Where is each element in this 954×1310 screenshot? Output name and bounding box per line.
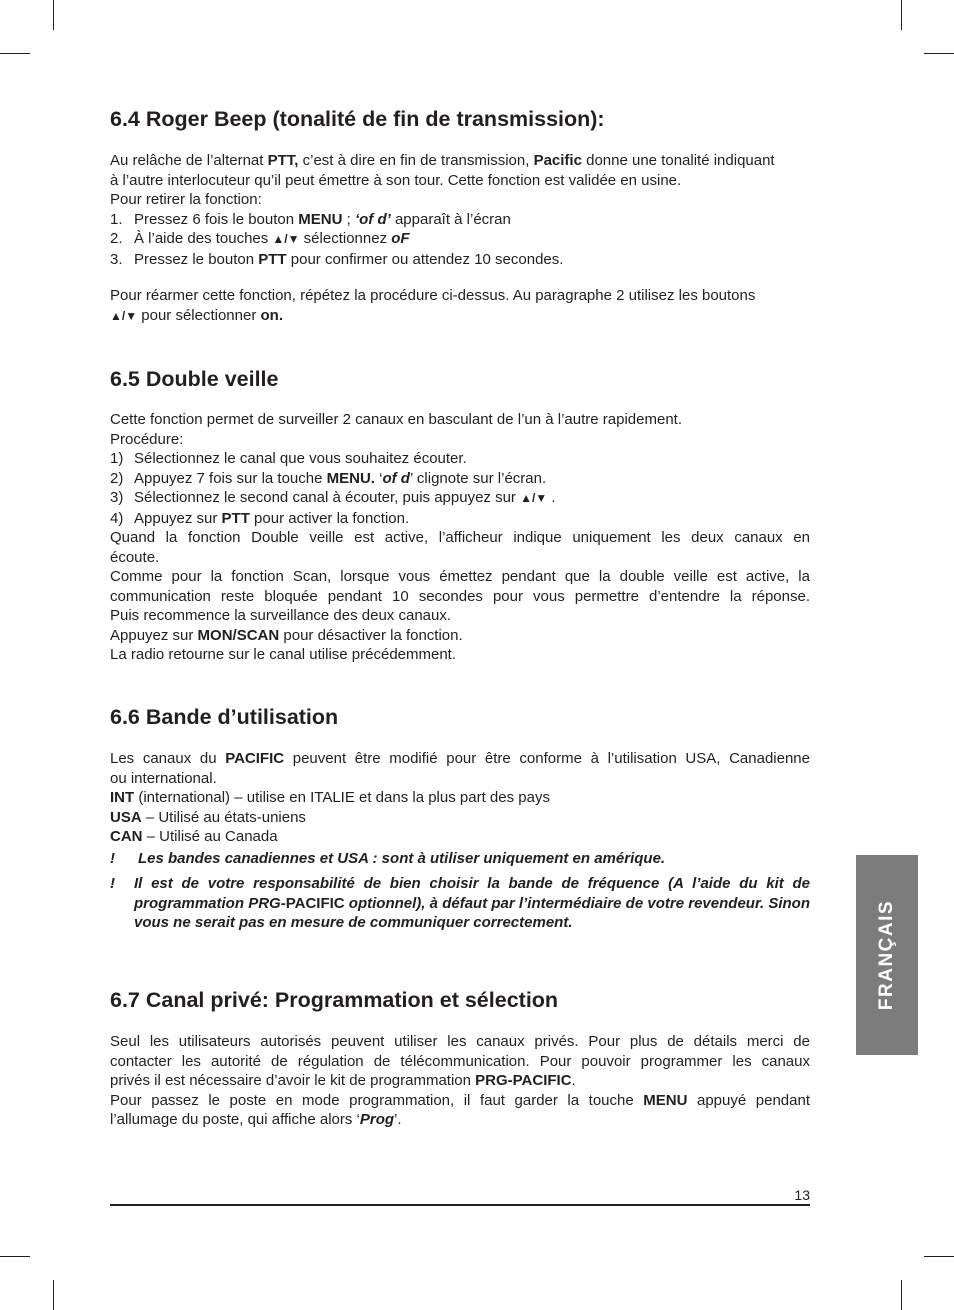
- crop-mark-top-left-h: [0, 53, 30, 54]
- section-6-4-rearm: [110, 286, 810, 326]
- s65-line-2: Procédure:: [110, 430, 184, 448]
- section-6-5-title: 6.5 Double veille: [110, 367, 279, 391]
- warning-2-text: Il est de votre responsabilité de bien choisir la bande de fréquence (A l’aide du kit de programmation PRG-PACIFIC optionnel), à défaut par l’intermédiaire de votre revendeur. Sinon vous ne serait pas en mesure de communiquer correctement.: [134, 875, 810, 931]
- s65-step-3: 3) Sélectionnez le second canal à écouter, puis appuyez sur ▲/▼ .: [110, 489, 556, 506]
- crop-mark-bottom-right-v: [901, 1280, 902, 1310]
- crop-mark-top-left-v: [53, 0, 54, 30]
- section-6-7-body: [110, 1032, 810, 1130]
- s64-rearm-line-2: ▲/▼ pour sélectionner on.: [110, 306, 283, 324]
- section-6-7-title: 6.7 Canal privé: Programmation et sélection: [110, 988, 559, 1012]
- language-tab-label: FRANÇAIS: [876, 899, 897, 1011]
- warning-mark-icon: !: [110, 850, 115, 867]
- s64-step-2: 2. À l’aide des touches ▲/▼ sélectionnez oF: [110, 230, 410, 247]
- page-number: 13: [794, 1187, 810, 1203]
- s65-last-line: La radio retourne sur le canal utilise précédemment.: [110, 646, 457, 663]
- s66-line-2: ou international.: [110, 769, 217, 787]
- crop-mark-top-right-h: [924, 53, 954, 54]
- section-6-4-title: 6.4 Roger Beep (tonalité de fin de transmission):: [110, 107, 605, 131]
- s67-line-1: Seul les utilisateurs autorisés peuvent utiliser les canaux privés. Pour plus de détails merci de: [110, 1033, 810, 1050]
- s65-step-1: 1) Sélectionnez le canal que vous souhaitez écouter.: [110, 450, 467, 467]
- s65-quand-line-1: Quand la fonction Double veille est active, l’afficheur indique uniquement les deux canaux en: [110, 529, 810, 546]
- s67-line-4: Pour passez le poste en mode programmation, il faut garder la touche MENU appuyé pendant: [110, 1091, 810, 1109]
- s67-line-2: contacter les autorité de régulation de télécommunication. Pour pouvoir programmer les canaux: [110, 1052, 810, 1070]
- footer-rule: [110, 1204, 810, 1206]
- s66-usa: USA – Utilisé au états-uniens: [110, 808, 306, 826]
- s65-quand-line-2: écoute.: [110, 548, 160, 566]
- s67-line-5: l’allumage du poste, qui affiche alors ‘Prog’.: [110, 1111, 402, 1128]
- s66-can: CAN – Utilisé au Canada: [110, 828, 278, 845]
- s64-line-2: à l’autre interlocuteur qu’il peut émettre à son tour. Cette fonction est validée en usine.: [110, 171, 682, 189]
- s65-appuyez: Appuyez sur MON/SCAN pour désactiver la fonction.: [110, 626, 463, 644]
- s65-comme-line-2: communication reste bloquée pendant 10 secondes pour vous permettre d’entendre la réponse.: [110, 587, 810, 605]
- crop-mark-top-right-v: [901, 0, 902, 30]
- warning-1-text: Les bandes canadiennes et USA : sont à utiliser uniquement en amérique.: [138, 850, 666, 867]
- s66-line-1: Les canaux du PACIFIC peuvent être modifié pour être conforme à l’utilisation USA, Canadienne: [110, 750, 810, 767]
- s65-comme-line-1: Comme pour la fonction Scan, lorsque vous émettez pendant que la double veille est active, la: [110, 568, 810, 585]
- s64-line-1: Au relâche de l’alternat PTT, c’est à dire en fin de transmission, Pacific donne une tonalité indiquant: [110, 152, 775, 169]
- section-6-5-body: [110, 410, 810, 665]
- up-down-arrows-icon: ▲/▼: [520, 491, 548, 505]
- up-down-arrows-icon: ▲/▼: [272, 232, 300, 246]
- section-6-6-title: 6.6 Bande d’utilisation: [110, 705, 339, 729]
- s67-line-3: privés il est nécessaire d’avoir le kit de programmation PRG-PACIFIC.: [110, 1072, 576, 1089]
- section-6-4-body: [110, 151, 810, 269]
- s65-step-2: 2) Appuyez 7 fois sur la touche MENU. ‘of d’ clignote sur l’écran.: [110, 469, 547, 487]
- s64-line-3: Pour retirer la fonction:: [110, 191, 262, 208]
- language-side-tab: [856, 855, 918, 1055]
- warning-mark-icon: !: [110, 875, 115, 892]
- s65-step-4: 4) Appuyez sur PTT pour activer la fonction.: [110, 509, 410, 527]
- section-6-6-body: [110, 749, 810, 847]
- s64-step-1: 1. Pressez 6 fois le bouton MENU ; ‘of d’ apparaît à l’écran: [110, 210, 511, 228]
- up-down-arrows-icon: ▲/▼: [110, 308, 138, 323]
- s65-comme-line-3: Puis recommence la surveillance des deux canaux.: [110, 607, 452, 624]
- crop-mark-bottom-left-h: [0, 1256, 30, 1257]
- s66-int: INT (international) – utilise en ITALIE et dans la plus part des pays: [110, 789, 550, 806]
- s64-step-3: 3. Pressez le bouton PTT pour confirmer ou attendez 10 secondes.: [110, 250, 564, 268]
- crop-mark-bottom-right-h: [924, 1256, 954, 1257]
- crop-mark-bottom-left-v: [53, 1280, 54, 1310]
- warning-1: [110, 849, 810, 869]
- s64-rearm-line-1: Pour réarmer cette fonction, répétez la procédure ci-dessus. Au paragraphe 2 utilisez les boutons: [110, 287, 756, 304]
- s65-line-1: Cette fonction permet de surveiller 2 canaux en basculant de l’un à l’autre rapidement.: [110, 411, 682, 428]
- warning-2: [110, 874, 810, 933]
